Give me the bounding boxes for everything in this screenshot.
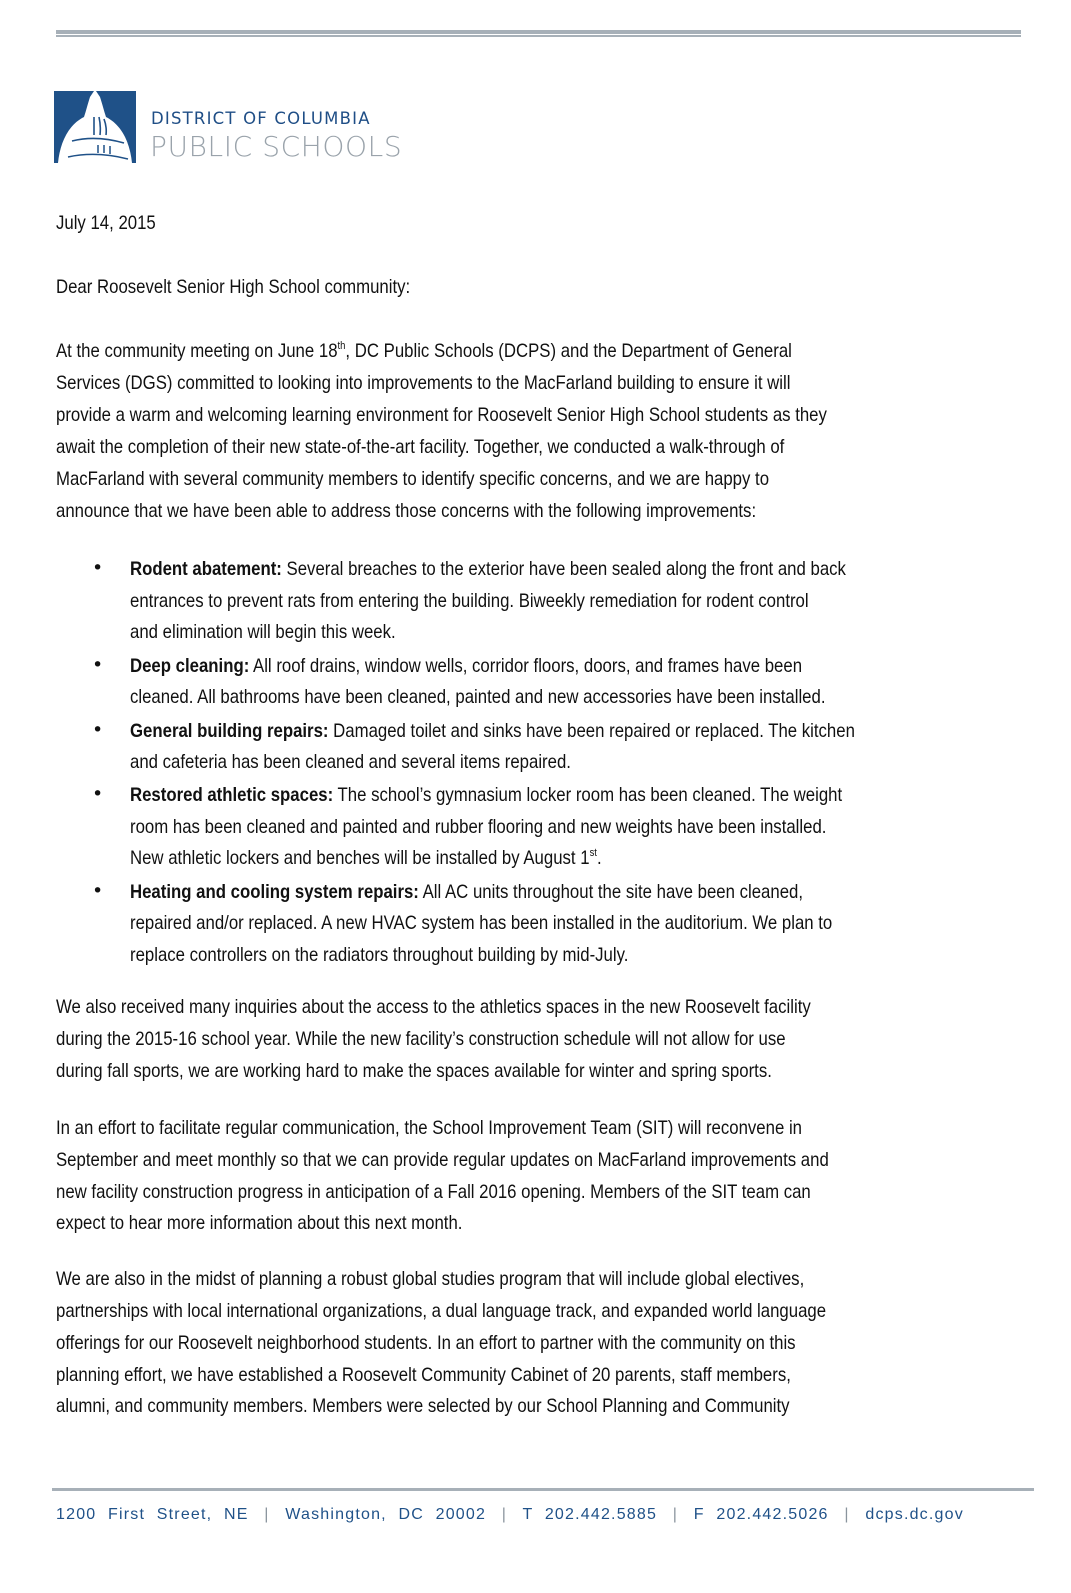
footer-separator: | — [264, 1506, 270, 1523]
bullet-icon: • — [92, 880, 104, 902]
footer-city: Washington, DC 20002 — [285, 1506, 487, 1523]
bullet-icon: • — [92, 557, 104, 579]
footer-contact — [56, 1506, 964, 1524]
letter-date: July 14, 2015 — [56, 212, 156, 234]
bullet-icon: • — [92, 719, 104, 741]
header-rule-secondary — [56, 35, 1021, 37]
logo-district-text: DISTRICT OF COLUMBIA — [151, 109, 371, 128]
header-rule — [56, 30, 1021, 34]
capitol-dome-icon — [54, 91, 136, 163]
logo-public-schools-text: PUBLIC SCHOOLS — [150, 130, 403, 163]
dcps-logo — [54, 91, 474, 163]
footer-separator: | — [844, 1506, 850, 1523]
footer-separator: | — [501, 1506, 508, 1523]
letter-salutation: Dear Roosevelt Senior High School community: — [56, 276, 411, 298]
footer-separator: | — [672, 1506, 679, 1523]
footer-fax: F 202.442.5026 — [693, 1506, 829, 1523]
footer-website-link[interactable]: dcps.dc.gov — [865, 1506, 964, 1523]
bullet-icon: • — [92, 654, 104, 676]
footer-address: 1200 First Street, NE — [56, 1506, 249, 1523]
bullet-icon: • — [92, 783, 104, 805]
footer-phone: T 202.442.5885 — [522, 1506, 658, 1523]
footer-rule — [52, 1488, 1034, 1491]
